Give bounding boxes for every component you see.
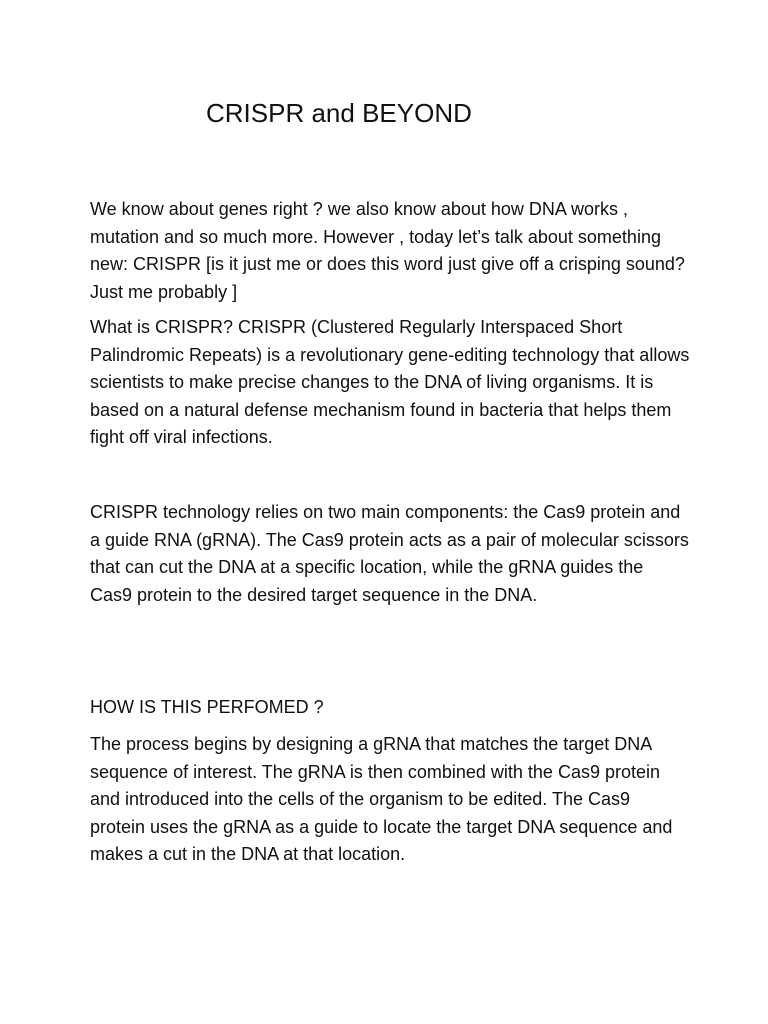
- process-paragraph: The process begins by designing a gRNA that matches the target DNA sequence of interest. The gRNA is then combined with the Cas9 protein and introduced into the cells of the organism to be edited. The Cas9 protein uses the gRNA as a guide to locate the target DNA sequence and makes a cut in the DNA at that location.: [90, 734, 673, 864]
- page-title: CRISPR and BEYOND: [206, 98, 472, 128]
- intro-paragraph: We know about genes right ? we also know about how DNA works , mutation and so much more. However , today let’s talk about something new: CRISPR [is it just me or does this word just give off a crisping sound? Just me probably ]: [90, 199, 685, 302]
- definition-paragraph: What is CRISPR? CRISPR (Clustered Regularly Interspaced Short Palindromic Repeats) is a revolutionary gene-editing technology that allows scientists to make precise changes to the DNA of living organisms. It is based on a natural defense mechanism found in bacteria that helps them fight off viral infections.: [90, 317, 690, 447]
- section-heading: HOW IS THIS PERFOMED ?: [90, 697, 324, 717]
- components-paragraph: CRISPR technology relies on two main components: the Cas9 protein and a guide RNA (gRNA). The Cas9 protein acts as a pair of molecular scissors that can cut the DNA at a specific location, while the gRNA guides the Cas9 protein to the desired target sequence in the DNA.: [90, 502, 689, 605]
